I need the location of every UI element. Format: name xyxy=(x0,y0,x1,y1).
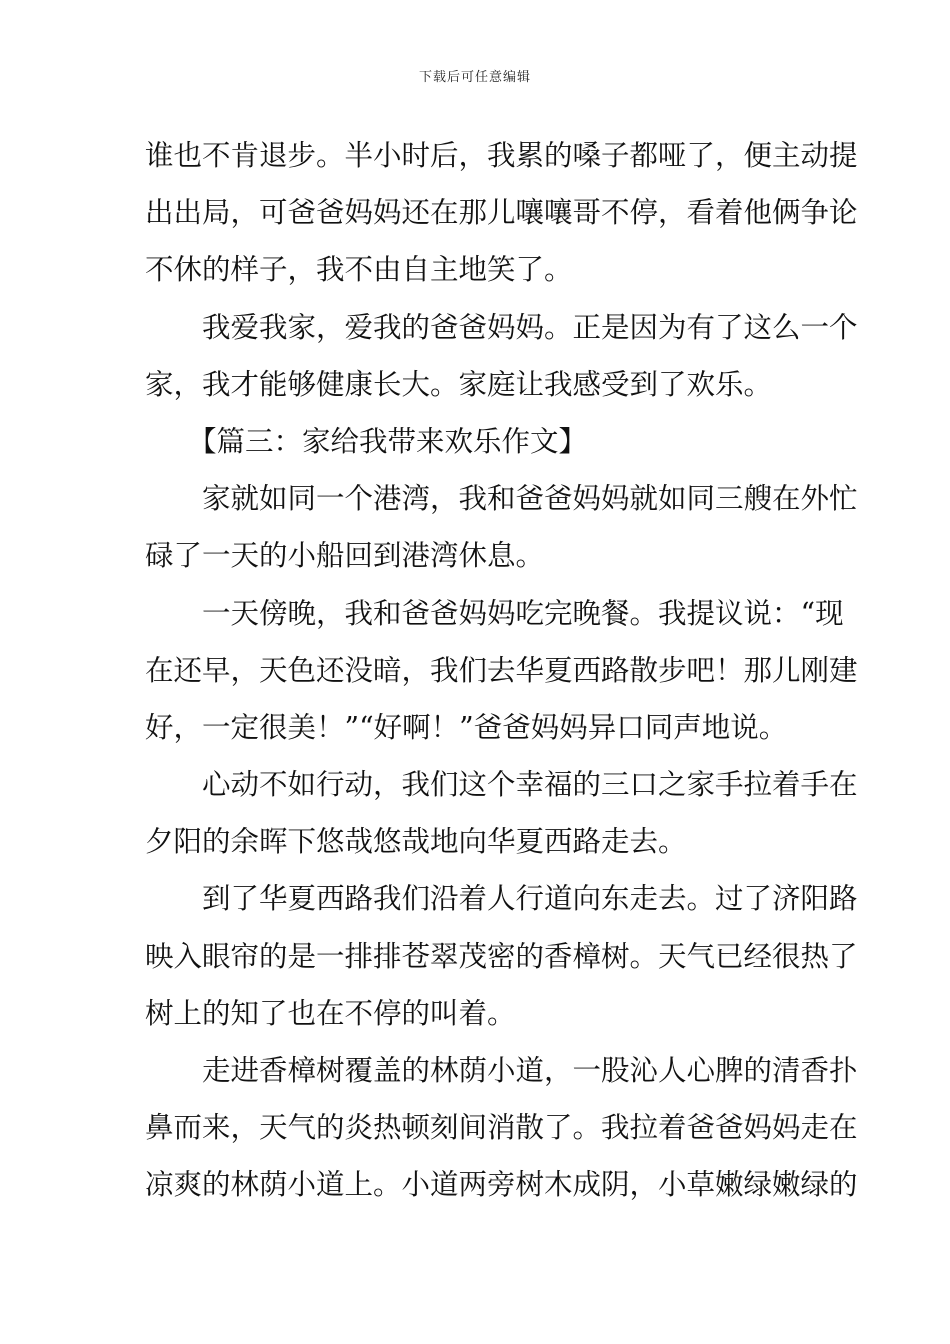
text-line: 好，一定很美！”“好啊！”爸爸妈妈异口同声地说。 xyxy=(145,710,788,744)
text-line: 树上的知了也在不停的叫着。 xyxy=(145,996,516,1030)
text-line: 夕阳的余晖下悠哉悠哉地向华夏西路走去。 xyxy=(145,825,687,859)
page-header: 下载后可任意编辑 xyxy=(418,70,531,85)
text-line: 凉爽的林荫小道上。小道两旁树木成阴，小草嫩绿嫩绿的 xyxy=(145,1168,858,1202)
text-line: 一天傍晚，我和爸爸妈妈吃完晚餐。我提议说：“现 xyxy=(202,596,844,630)
text-line: 到了华夏西路我们沿着人行道向东走去。过了济阳路 xyxy=(202,882,858,916)
text-line: 谁也不肯退步。半小时后，我累的嗓子都哑了，便主动提 xyxy=(145,139,858,172)
section-heading: 【篇三：家给我带来欢乐作文】 xyxy=(188,424,588,458)
essay-body xyxy=(145,127,858,1214)
text-line: 不休的样子，我不由自主地笑了。 xyxy=(145,253,573,287)
text-line: 碌了一天的小船回到港湾休息。 xyxy=(145,539,545,573)
text-line: 鼻而来，天气的炎热顿刻间消散了。我拉着爸爸妈妈走在 xyxy=(145,1111,858,1145)
text-line: 在还早，天色还没暗，我们去华夏西路散步吧！那儿刚建 xyxy=(145,653,858,687)
text-line: 我爱我家，爱我的爸爸妈妈。正是因为有了这么一个 xyxy=(202,310,858,344)
text-line: 映入眼帘的是一排排苍翠茂密的香樟树。天气已经很热了 xyxy=(145,939,858,973)
text-line: 走进香樟树覆盖的林荫小道，一股沁人心脾的清香扑 xyxy=(202,1054,858,1087)
text-line: 心动不如行动，我们这个幸福的三口之家手拉着手在 xyxy=(202,768,858,802)
text-line: 出出局，可爸爸妈妈还在那儿嚷嚷哥不停，看着他俩争论 xyxy=(145,196,858,230)
text-line: 家就如同一个港湾，我和爸爸妈妈就如同三艘在外忙 xyxy=(202,482,858,516)
text-line: 家，我才能够健康长大。家庭让我感受到了欢乐。 xyxy=(145,367,773,401)
